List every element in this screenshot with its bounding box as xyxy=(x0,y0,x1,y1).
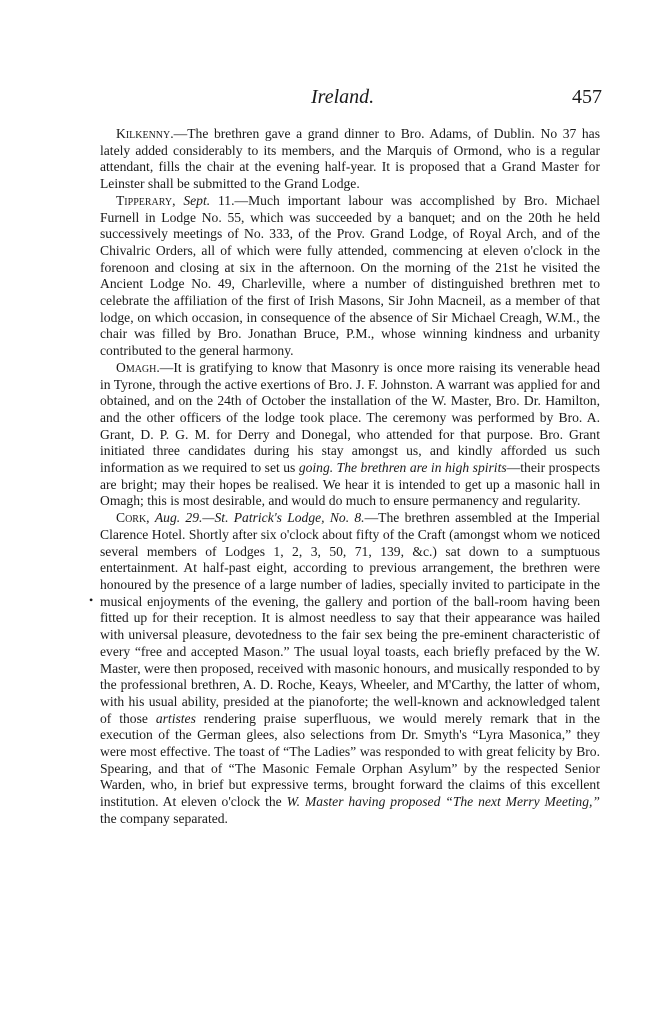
text-tipperary: 11.—Much important labour was accomplished by Bro. Michael Furnell in Lodge No. 55, which was succeeded by a banquet; and on the 20th he held successively meetings of No. 333, of the Prov. Grand Lodge, of Royal Arch, and of the Chivalric Orders, all of which were fully attended, commencing at eleven o'clock in the forenoon and closing at six in the afternoon. On the morning of the 21st he visited the Ancient Lodge No. 49, Charleville, where a number of distinguished brethren met to celebrate the affiliation of the first of Irish Masons, Sir John Macneil, as a member of that lodge, on which occasion, in consequence of the absence of Sir Michael Creagh, W.M., the chair was filled by Bro. Jonathan Bruce, P.M., whose winning kindness and urbanity contributed to the general harmony. xyxy=(100,192,600,359)
text-cork-b: rendering praise superfluous, we would merely remark that in the execution of the German glees, also selections from Dr. Smyth's “Lyra Masonica,” they were most effective. The toast of “The Ladies” was responded to with great felicity by Bro. Spearing, and that of “The Masonic Female Orphan Asylum” by the respected Senior Warden, who, in brief but expressive terms, brought forward the claims of this excellent institution. At eleven o'clock the xyxy=(100,710,600,810)
italic-cork-end: W. Master having proposed “The next Merry Meeting,” xyxy=(286,794,600,810)
italic-artistes: artistes xyxy=(155,710,196,726)
text-omagh-a: —It is gratifying to know that Masonry is once more raising its venerable head in Tyrone, through the active exertions of Bro. J. F. Johnston. A warrant was applied for and obtained, and on the 24th of October the installation of the W. Master, Bro. Dr. Hamilton, and the other officers of the lodge took place. The ceremony was performed by Bro. A. Grant, D. P. G. M. for Derry and Donegal, who attended for that purpose. Bro. Grant initiated three candidates during his stay amongst us, and kindly afforded us such information as we required to set us xyxy=(100,359,600,476)
lead-kilkenny: Kilkenny. xyxy=(116,126,174,141)
text-cork-c: the company separated. xyxy=(100,810,228,826)
text-omagh-b: —their prospects are bright; may their hopes be realised. We hear it is intended to get up a masonic hall in Omagh; this is most desirable, and would do much to ensure permanency and regularity. xyxy=(100,460,600,509)
page-number: 457 xyxy=(572,86,602,108)
text-kilkenny: —The brethren gave a grand dinner to Bro. Adams, of Dublin. No 37 has lately added considerably to its members, and the Marquis of Ormond, who is a regular attendant, fills the chair at the evening half-year. It is proposed that a Grand Master for Leinster shall be submitted to the Grand Lodge. xyxy=(100,126,600,192)
running-title: Ireland. xyxy=(311,86,375,108)
lead-cork: Cork, xyxy=(116,510,150,526)
margin-mark: • xyxy=(89,593,94,607)
paragraph-omagh xyxy=(100,360,600,510)
article-body xyxy=(100,126,600,828)
lead-tipperary: Tipperary, xyxy=(116,192,176,208)
lead-omagh: Omagh. xyxy=(116,359,160,375)
italic-omagh: going. The brethren are in high spirits xyxy=(298,460,507,476)
page-header xyxy=(100,86,602,116)
paragraph-kilkenny xyxy=(100,126,600,193)
text-cork-a: —The brethren assembled at the Imperial Clarence Hotel. Shortly after six o'clock about fifty of the Craft (amongst whom we noticed several members of Lodges 1, 2, 3, 50, 71, 139, &c.) sat down to a sumptuous entertainment. At half-past eight, according to previous arrangement, the brethren were honoured by the presence of a large number of ladies, specially invited to participate in the musical enjoyments of the evening, the gallery and portion of the ball-room having been fitted up for their reception. It is almost needless to say that their appearance was hailed with universal pleasure, devotedness to the fair sex being the pre-eminent characteristic of every “free and accepted Mason.” The usual loyal toasts, each briefly prefaced by the W. Master, were then proposed, received with masonic honours, and musically responded to by the professional brethren, A. D. Roche, Keays, Wheeler, and M'Carthy, the latter of whom, with his usual ability, presided at the pianoforte; the well-known and acknowledged talent of those xyxy=(100,510,600,726)
date-cork: Aug. 29.—St. Patrick's Lodge, No. 8. xyxy=(154,510,365,526)
date-tipperary: Sept. xyxy=(183,192,211,208)
paragraph-cork xyxy=(100,510,600,827)
paragraph-tipperary xyxy=(100,193,600,360)
